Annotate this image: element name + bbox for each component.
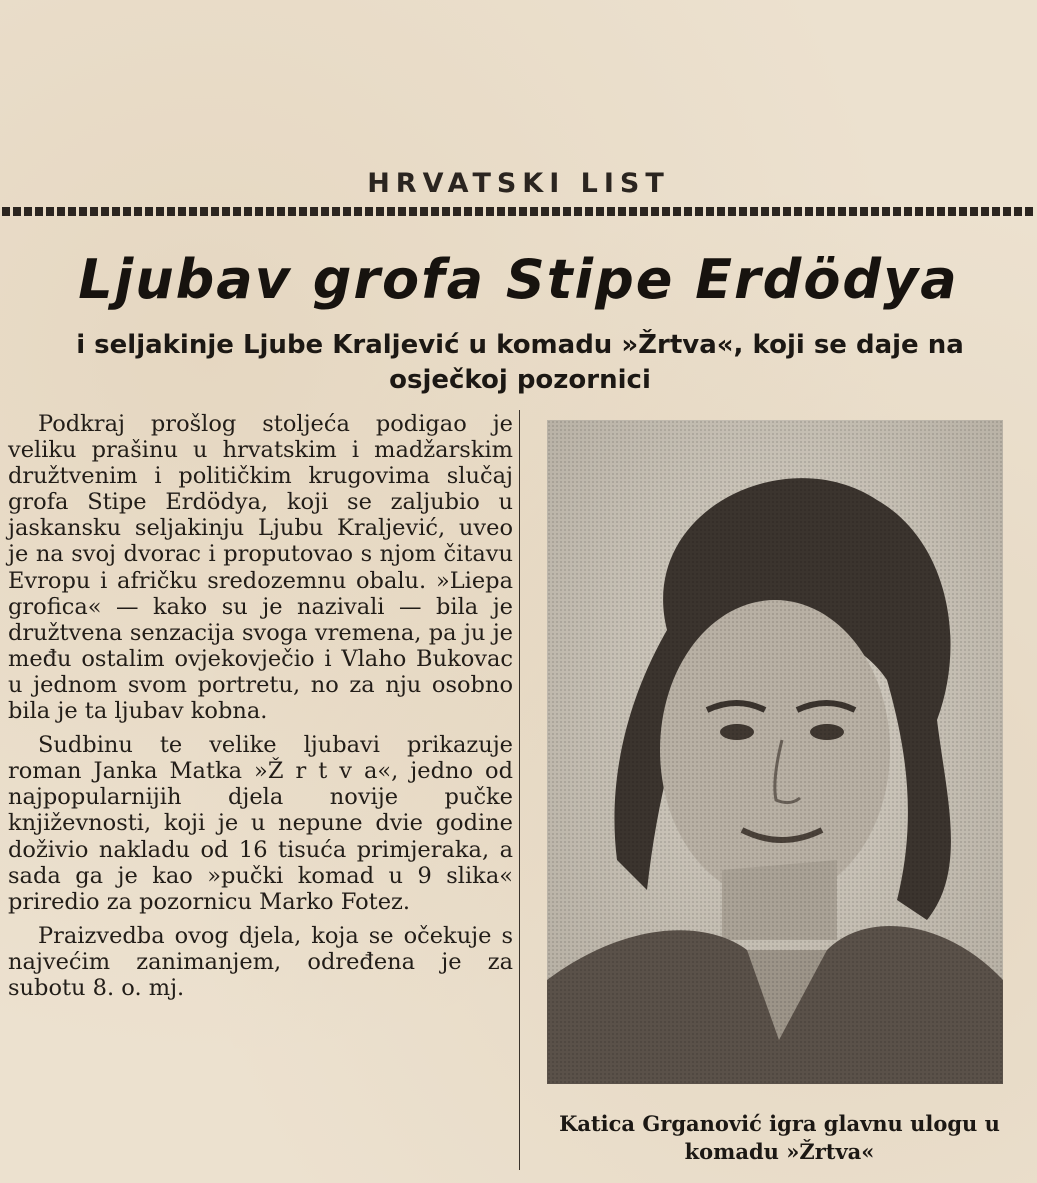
- portrait-image: [547, 420, 1003, 1084]
- subheadline: i seljakinje Ljube Kraljević u komadu »Žrtva«, koji se daje na osječkoj pozornici: [76, 330, 964, 395]
- photo-caption: Katica Grganović igra glavnu ulogu u komadu »Žrtva«: [559, 1111, 1000, 1164]
- article-body: [8, 411, 513, 1009]
- headline: Ljubav grofa Stipe Erdödya: [78, 248, 959, 311]
- article-paragraph: Sudbinu te velike ljubavi prikazuje roman Janka Matka »Ž r t v a«, jedno od najpopularnijih djela novije pučke književnosti, koji je u nepune dvie godine doživio nakladu od 16 tisuća primjeraka, a sada ga je kao »pučki komad u 9 slika« priredio za pozornicu Marko Fotez.: [8, 732, 513, 915]
- article-paragraph: Praizvedba ovog djela, koja se očekuje s najvećim zanimanjem, određena je za subotu 8. o. mj.: [8, 922, 513, 1001]
- portrait-photo: [547, 420, 1003, 1084]
- masthead: HRVATSKI LIST: [367, 168, 670, 199]
- article-paragraph: Podkraj prošlog stoljeća podigao je veliku prašinu u hrvatskim i madžarskim družtvenim i političkim krugovima slučaj grofa Stipe Erdödya, koji se zaljubio u jaskansku seljakinju Ljubu Kraljević, uveo je na svoj dvorac i proputovao s njom čitavu Evropu i afričku sredozemnu obalu. »Liepa grofica« — kako su je nazivali — bila je družtvena senzacija svoga vremena, pa ju je među ostalim ovjekovječio i Vlaho Bukovac u jednom svom portretu, no za nju osobno bila je ta ljubav kobna.: [8, 411, 513, 725]
- column-divider: [519, 410, 520, 1170]
- masthead-rule: [2, 207, 1035, 216]
